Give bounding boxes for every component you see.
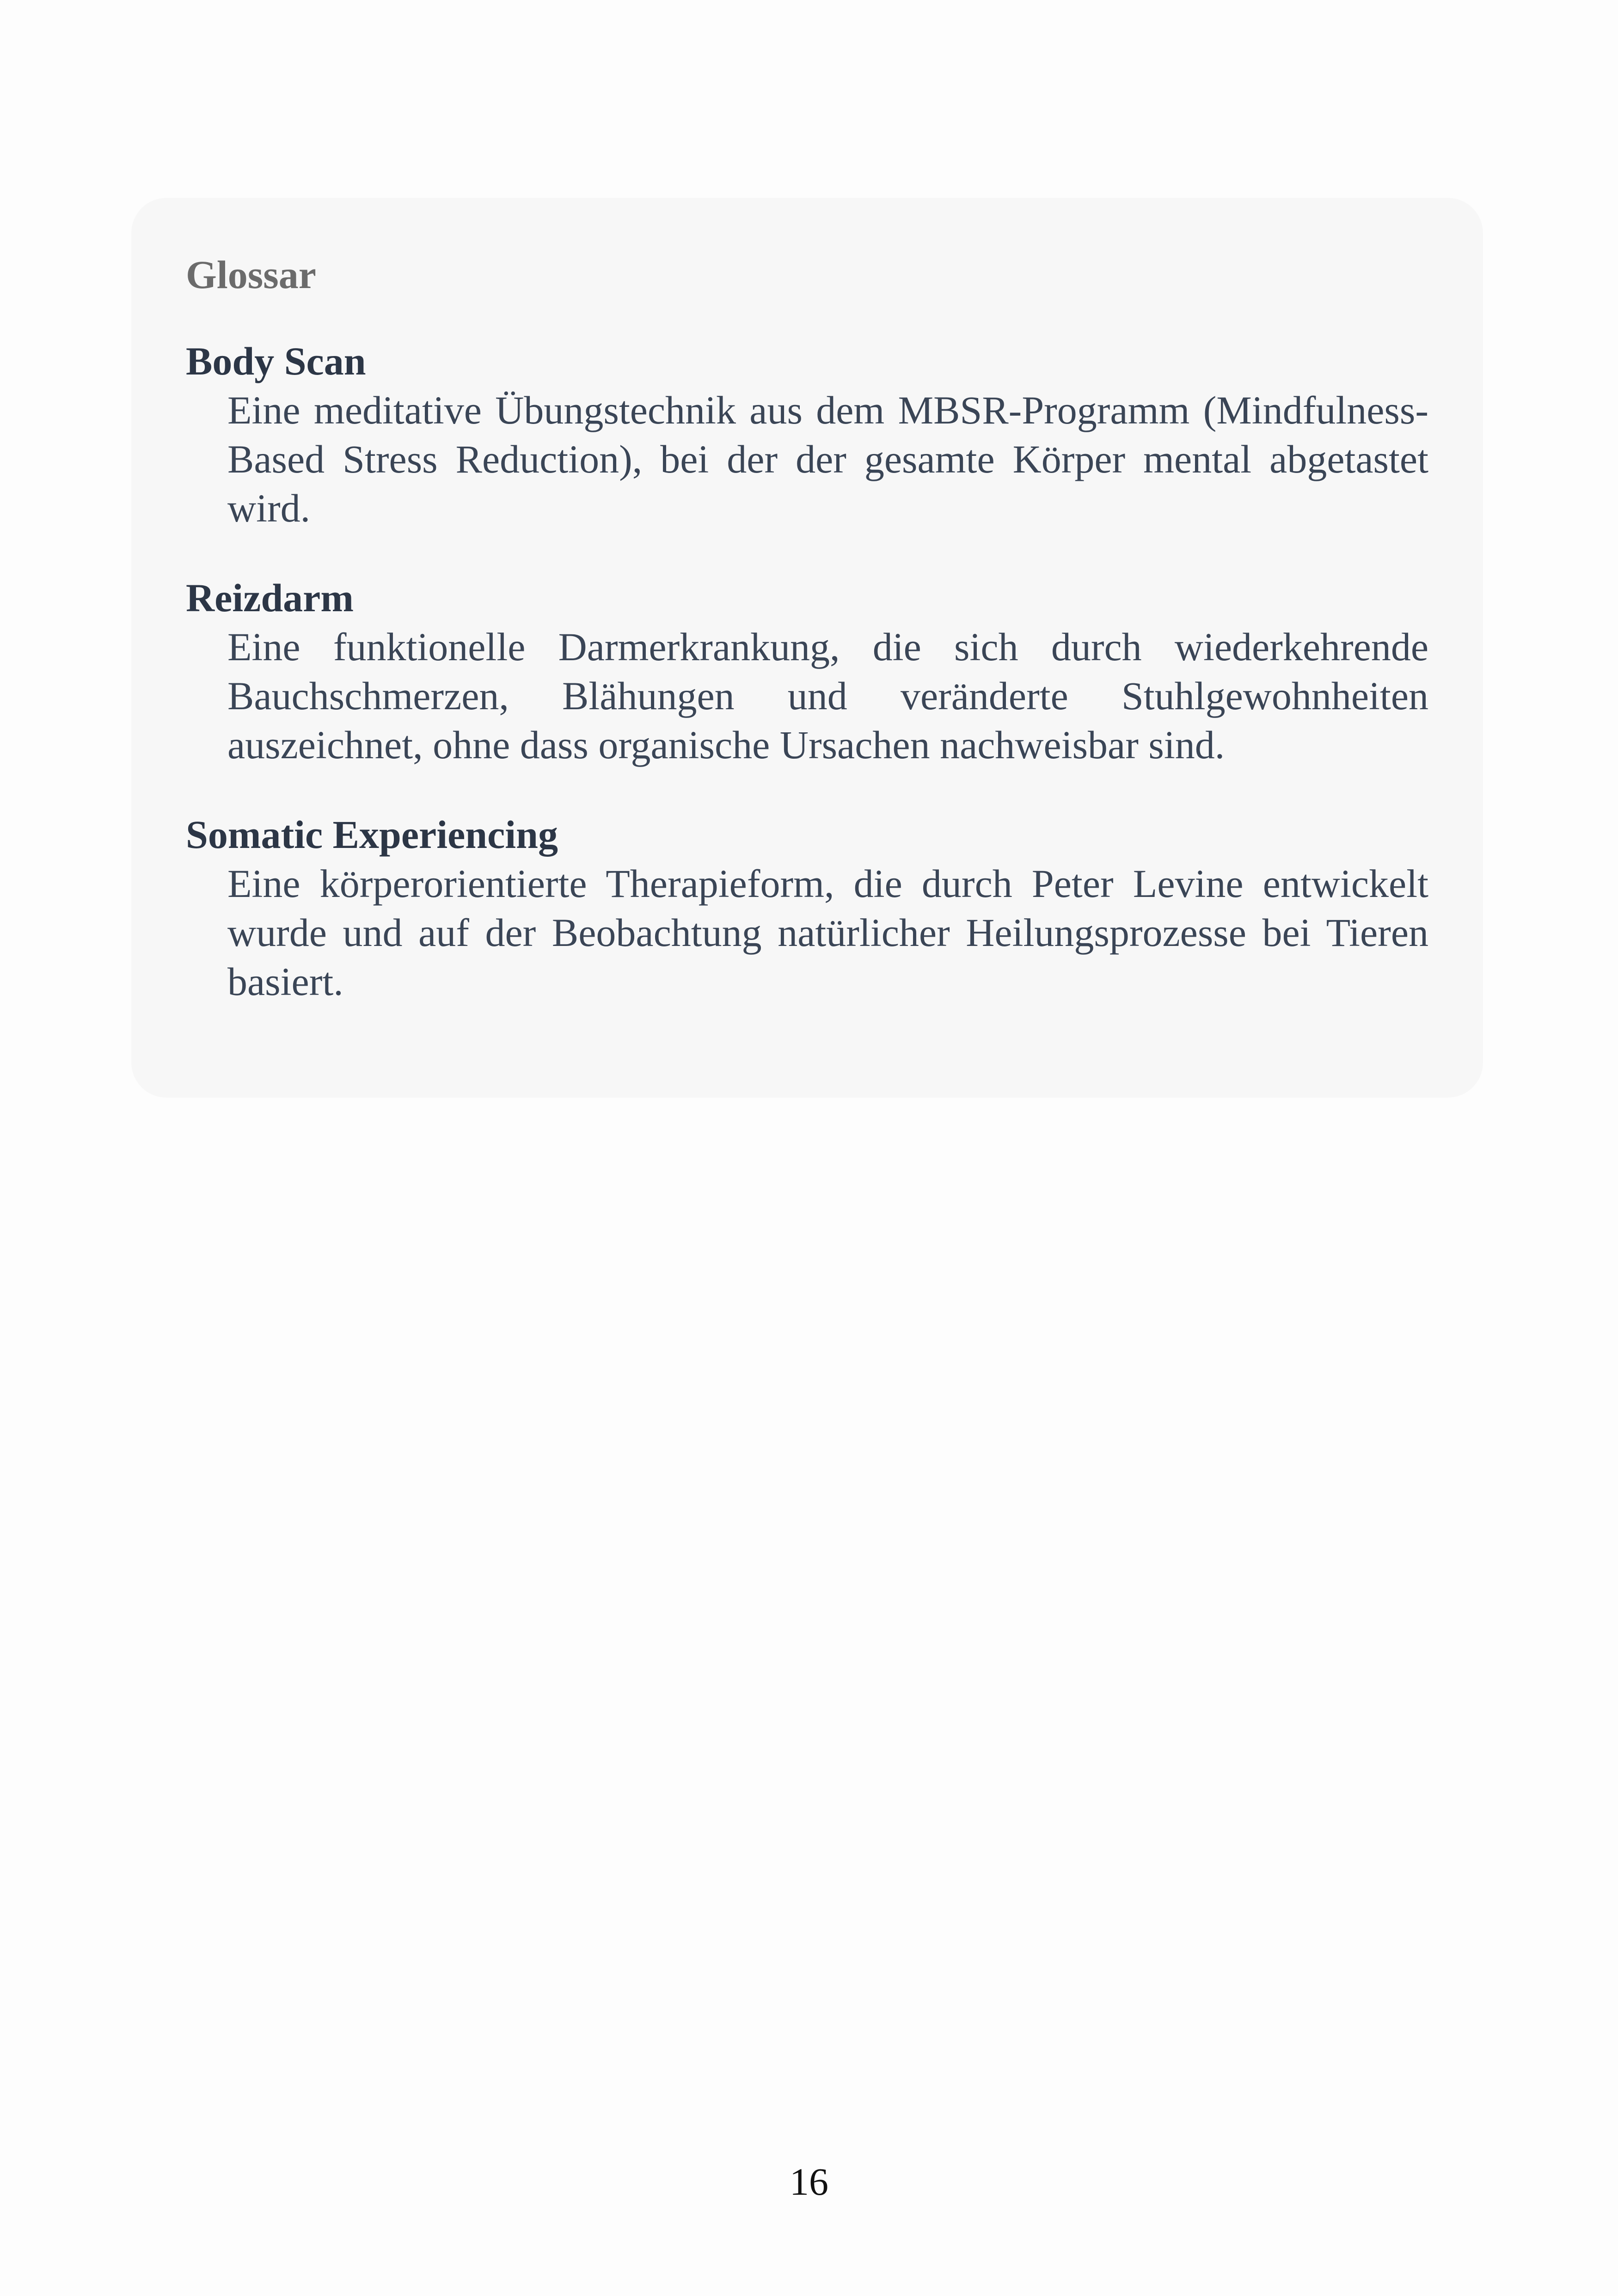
glossary-entry-body-scan bbox=[186, 337, 1428, 533]
glossary-definition: Eine meditative Übungstechnik aus dem MBSR-Programm (Mindfulness-Based Stress Reduction), bei der der gesamte Körper mental abgetastet wird. bbox=[227, 388, 1428, 530]
glossary-title: Glossar bbox=[186, 252, 316, 297]
glossary-definition: Eine körperorientierte Therapieform, die durch Peter Levine entwickelt wurde und auf der Beobachtung natürlicher Heilungsprozesse bei Tieren basiert. bbox=[227, 861, 1428, 1004]
glossary-term: Somatic Experiencing bbox=[186, 812, 558, 857]
glossary-definition: Eine funktionelle Darmerkrankung, die sich durch wiederkehrende Bauchschmerzen, Blähungen und veränderte Stuhlgewohnheiten auszeichnet, ohne dass organische Ursachen nachweisbar sind. bbox=[227, 625, 1428, 767]
glossary-entry-reizdarm bbox=[186, 573, 1428, 769]
glossary-term: Reizdarm bbox=[186, 576, 354, 620]
glossary-box bbox=[131, 198, 1483, 1098]
glossary-term: Body Scan bbox=[186, 339, 366, 383]
glossary-entry-somatic-experiencing bbox=[186, 810, 1428, 1006]
page-number: 16 bbox=[790, 2161, 828, 2204]
